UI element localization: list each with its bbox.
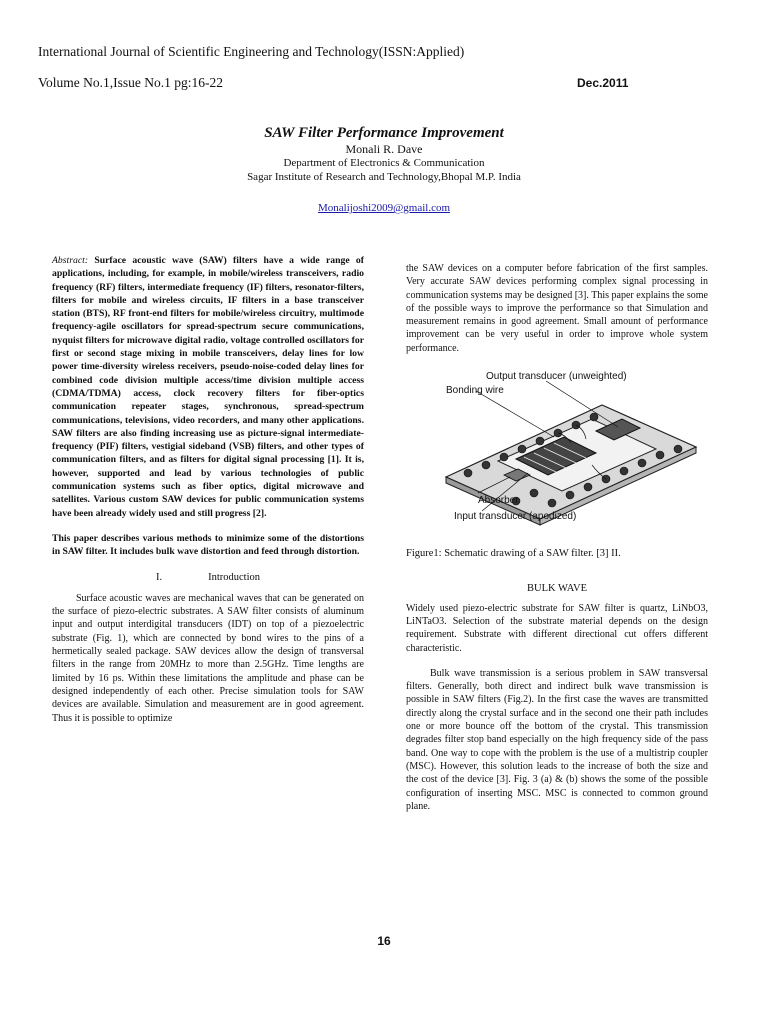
saw-filter-figure	[406, 369, 708, 539]
continuation-text: the SAW devices on a computer before fabrication of the first samples. Very accurate SAW devices performing complex signal processing in communication systems may be designed [3]. This paper explains the some of the possible ways to improve the performance so that Simulation and measurement remains in good agreement. Small amount of performance improvement can be very useful in order to improve whole system performance.	[406, 263, 708, 354]
author-department: Department of Electronics & Communication	[283, 157, 485, 169]
paragraph-gap	[406, 655, 708, 667]
bulk-wave-paragraph-1: Widely used piezo-electric substrate for SAW filter is quartz, LiNbO3, LiNTaO3. Selection of the substrate material depends on the design requirement. Substrate with different directional cut offers different characteristic.	[406, 602, 708, 654]
label-bonding-wire: Bonding wire	[446, 385, 504, 397]
abstract	[52, 254, 364, 520]
label-output-transducer: Output transducer (unweighted)	[486, 371, 627, 383]
abstract-label: Abstract:	[52, 255, 89, 266]
section-title: Introduction	[208, 571, 261, 583]
abstract-summary: This paper describes various methods to minimize some of the distortions in SAW filter. It includes bulk wave distortion and feed through distortion.	[52, 532, 364, 558]
right-column	[406, 262, 708, 813]
saw-filter-drawing	[406, 369, 708, 539]
figure-caption: Figure1: Schematic drawing of a SAW filter. [3] II.	[406, 548, 621, 560]
title-block	[0, 124, 768, 216]
journal-name: International Journal of Scientific Engineering and Technology(ISSN:Applied)	[38, 44, 465, 59]
paper-title: SAW Filter Performance Improvement	[264, 125, 504, 141]
label-input-transducer: Input transducer (apodized)	[454, 511, 577, 523]
introduction-text: Surface acoustic waves are mechanical waves that can be generated on the surface of piezo-electric substrates. A SAW filter consists of aluminum input and output interdigital transducers (IDT) on top of a piezoelectric substrate (Fig. 1), which are connected by bond wires to the pins of a hermetically sealed package. SAW devices allow the design of transversal filters in the range from 20MHz to more than 2.5GHz. Time lengths are limited by 16 ps. Within these limitations the amplitude and phase can be designed independently of each other. Precise simulation tools for SAW devices are available. Simulation and measurement are in good agreement. Thus it is possible to optimize	[52, 592, 364, 724]
volume-info: Volume No.1,Issue No.1 pg:16-22	[38, 75, 223, 90]
label-absorber: Absorber	[478, 495, 519, 507]
bulk-wave-paragraph-2: Bulk wave transmission is a serious problem in SAW transversal filters. Generally, both direct and indirect bulk wave transmission is possible in SAW filters (Fig.2). In the first case the waves are transmitted directly along the crystal surface and in the second one their path includes one or more bounce off the bottom of the crystal. This transmission degrades filter stop band especially on the high frequency side of the pass band. One way to cope with the problem is the use of a multistrip coupler (MSC). However, this solution leads to the increase of both the size and the cost of the device [3]. Fig. 3 (a) & (b) shows the some of the possible configuration of inserting MSC. MSC is connected to common ground plane.	[406, 667, 708, 812]
bulk-wave-heading: BULK WAVE	[527, 583, 587, 595]
introduction-heading	[52, 571, 364, 584]
author-name: Monali R. Dave	[345, 142, 423, 156]
section-number: I.	[155, 571, 163, 583]
page-number: 16	[377, 934, 391, 948]
author-institute: Sagar Institute of Research and Technology,Bhopal M.P. India	[247, 171, 521, 183]
issue-date: Dec.2011	[577, 76, 629, 90]
abstract-text: Surface acoustic wave (SAW) filters have a wide range of applications, including, for example, in mobile/wireless transceivers, radio frequency (RF) filters, intermediate frequency (IF) filters, resonator-filters, filters for mobile and wireless circuits, IF filters in a base transceiver station (BTS), RF front-end filters for mobile/wireless circuitry, multimode frequency-agile oscillators for spread-spectrum secure communications, nyquist filters for microwave digital radio, voltage controlled oscillators for first or second stage mixing in mobile transceivers, delay lines for low power time-diversity wireless receivers, pseudo-noise-coded delay lines for combined code division multiple access/time division multiple access (CDMA/TDMA) access, clock recovery filters for fiber-optics communication repeater stages, synchronous, spread-spectrum communications, televisions, video recorders, and many other applications. SAW filters are also finding increasing use as picture-signal intermediate-frequency (PIF) filters, vestigial sideband (VSB) filters, and other types of communication filters, and as filters for digital signal processing [1]. It is, however, supported and lead by various technologies of public communication systems such as fiber optics, digital microwave and satellites. Various custom SAW devices for public communication systems have been already widely used and still progress [2].	[52, 255, 364, 519]
author-email-link[interactable]: Monalijoshi2009@gmail.com	[317, 202, 451, 214]
left-column	[52, 254, 364, 725]
